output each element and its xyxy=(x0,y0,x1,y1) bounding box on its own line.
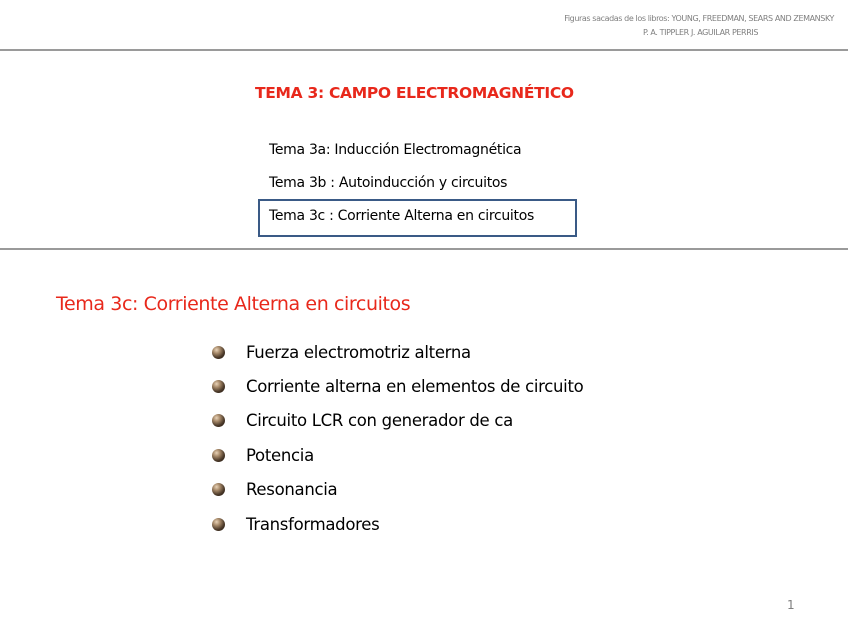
list-item-label: Circuito LCR con generador de ca xyxy=(246,411,513,431)
credits-line-1: Figuras sacadas de los libros: YOUNG, FREEDMAN, SEARS AND ZEMANSKY xyxy=(564,14,834,23)
topic-bullet-list xyxy=(212,335,583,541)
list-item-label: Potencia xyxy=(246,445,314,465)
list-item xyxy=(212,473,583,507)
list-item-label: Transformadores xyxy=(246,514,380,534)
bullet-sphere-icon xyxy=(212,346,225,359)
list-item xyxy=(212,507,583,541)
top-divider xyxy=(0,49,848,51)
bullet-sphere-icon xyxy=(212,380,225,393)
bullet-sphere-icon xyxy=(212,449,225,462)
topic-3a: Tema 3a: Inducción Electromagnética xyxy=(269,142,522,158)
main-title: TEMA 3: CAMPO ELECTROMAGNÉTICO xyxy=(255,84,574,102)
list-item xyxy=(212,438,583,472)
topic-3b: Tema 3b : Autoinducción y circuitos xyxy=(269,175,508,191)
page-number: 1 xyxy=(787,598,795,612)
list-item-label: Corriente alterna en elementos de circuito xyxy=(246,377,584,397)
section-title: Tema 3c: Corriente Alterna en circuitos xyxy=(56,293,411,315)
list-item-label: Resonancia xyxy=(246,480,338,500)
list-item xyxy=(212,335,583,369)
list-item-label: Fuerza electromotriz alterna xyxy=(246,342,471,362)
bullet-sphere-icon xyxy=(212,414,225,427)
credits-line-2: P. A. TIPPLER J. AGUILAR PERRIS xyxy=(642,28,758,37)
bullet-sphere-icon xyxy=(212,483,225,496)
middle-divider xyxy=(0,248,848,250)
list-item xyxy=(212,369,583,403)
list-item xyxy=(212,404,583,438)
bullet-sphere-icon xyxy=(212,518,225,531)
topic-3c: Tema 3c : Corriente Alterna en circuitos xyxy=(269,208,534,224)
